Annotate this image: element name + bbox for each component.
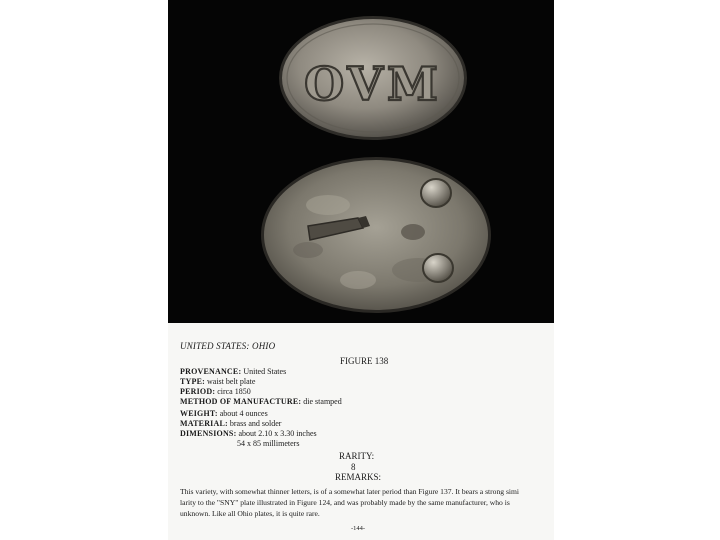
spec-value: about 2.10 x 3.30 inches	[238, 429, 317, 438]
page-number: -144-	[351, 525, 366, 532]
spec-value: United States	[243, 367, 287, 376]
front-plate-lettering: OVM	[304, 57, 442, 111]
spec-dimensions	[180, 429, 317, 438]
spec-label: METHOD OF MANUFACTURE:	[180, 397, 302, 406]
spec-method	[180, 397, 342, 406]
rarity-label: RARITY:	[339, 451, 375, 461]
photo-panel	[168, 0, 554, 323]
spec-label: PROVENANCE:	[180, 367, 242, 376]
rarity-value: 8	[351, 462, 356, 472]
stud-upper	[421, 179, 451, 207]
remarks-line: This variety, with somewhat thinner letters, is of a somewhat later period than Figure 137. It bears a strong simi	[180, 487, 520, 496]
dimensions-metric: 54 x 85 millimeters	[237, 439, 300, 448]
spec-provenance	[180, 367, 286, 376]
caption-country: UNITED STATES: OHIO	[180, 341, 276, 351]
spec-material	[180, 419, 281, 428]
spec-label: DIMENSIONS:	[180, 429, 237, 438]
remarks-line: unknown. Like all Ohio plates, it is quite rare.	[180, 509, 320, 518]
spec-period	[180, 387, 251, 396]
spec-value: about 4 ounces	[219, 409, 268, 418]
figure-number: FIGURE 138	[340, 356, 389, 366]
spec-weight	[180, 409, 268, 418]
spec-value: circa 1850	[217, 387, 251, 396]
stud-lower	[423, 254, 453, 282]
spec-label: TYPE:	[180, 377, 205, 386]
spec-label: WEIGHT:	[180, 409, 218, 418]
back-plate	[261, 157, 491, 313]
spec-label: PERIOD:	[180, 387, 216, 396]
spec-type	[180, 377, 255, 386]
remarks-label: REMARKS:	[335, 472, 382, 482]
spec-value: brass and solder	[229, 419, 282, 428]
spec-value: die stamped	[303, 397, 342, 406]
spec-label: MATERIAL:	[180, 419, 228, 428]
front-plate	[279, 16, 467, 140]
remarks-line: larity to the "SNY" plate illustrated in Figure 124, and was probably made by the same manufacturer, who is	[180, 498, 510, 507]
spec-value: waist belt plate	[207, 377, 256, 386]
belt-plate-photos	[168, 0, 554, 323]
remarks-text	[180, 486, 554, 518]
